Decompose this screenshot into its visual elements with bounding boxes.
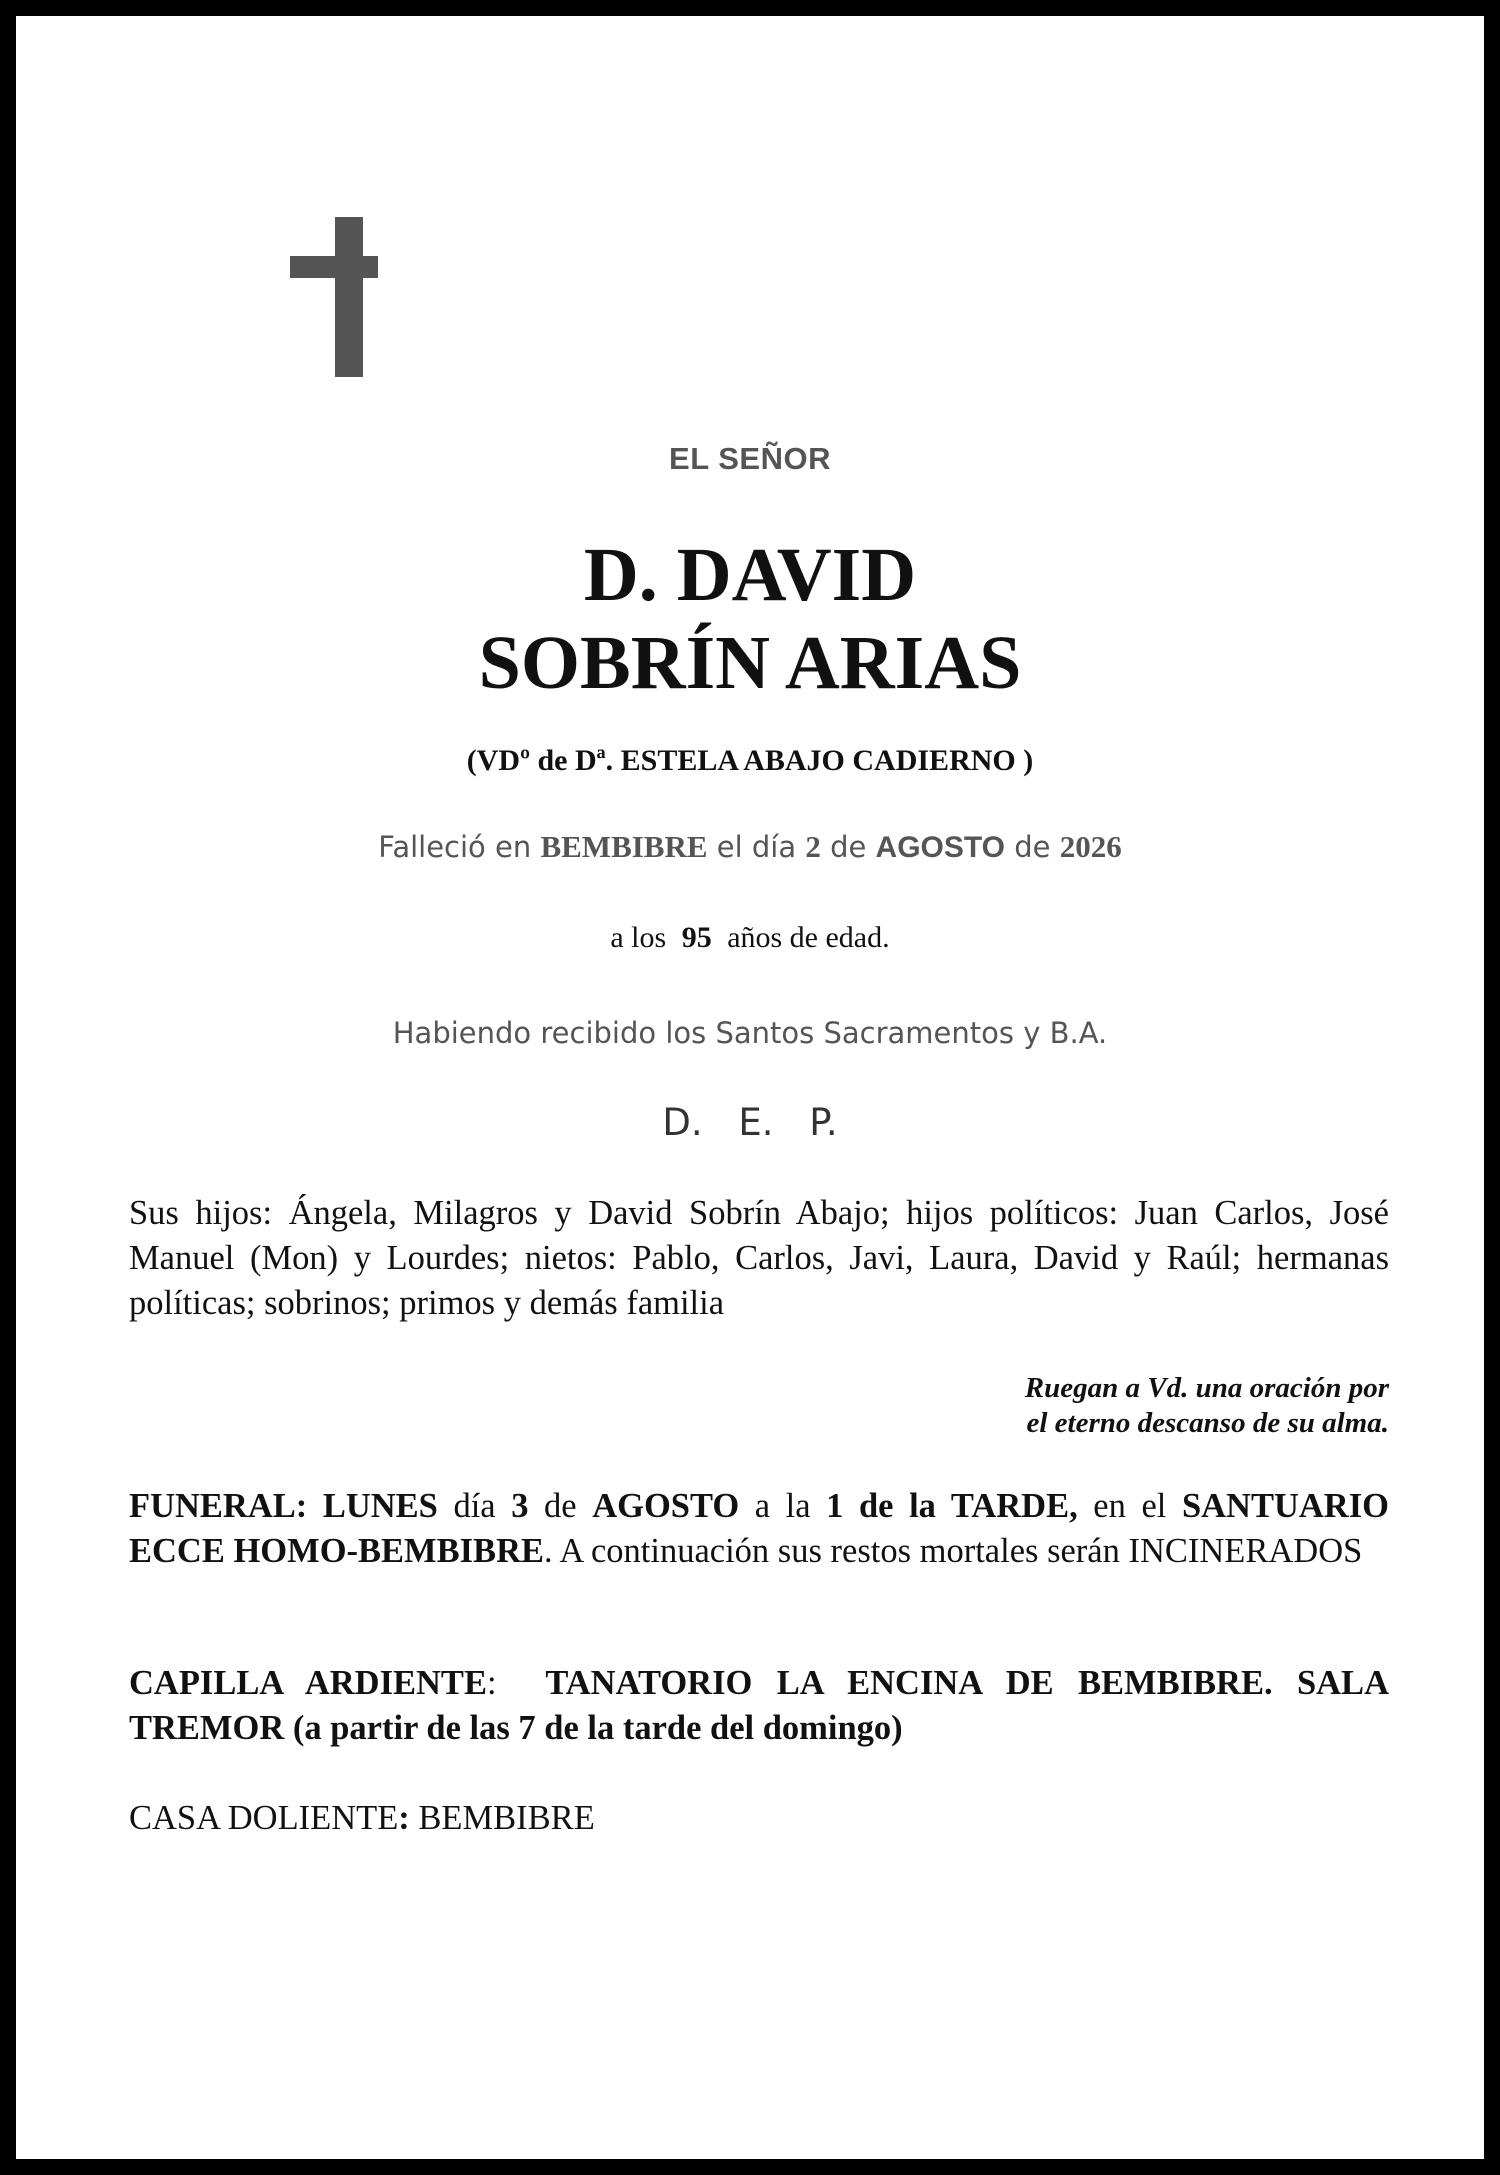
funeral-text-4: en el (1077, 1487, 1182, 1525)
cross-icon (335, 217, 363, 377)
death-de-1: de (830, 830, 867, 864)
family-paragraph: Sus hijos: Ángela, Milagros y David Sobrín Abajo; hijos políticos: Juan Carlos, José Manuel (Mon) y Lourdes; nietos: Pablo, Carlos, Javi, Laura, David y Raúl; hermanas políticas; sobrinos; primos y demás familia (129, 1194, 1389, 1322)
death-de-2: de (1014, 830, 1051, 864)
death-day-label: el día (716, 830, 797, 864)
dep-line: D. E. P. (662, 1101, 838, 1144)
death-month: AGOSTO (875, 831, 1006, 864)
cross-icon-arm (290, 256, 378, 278)
age-prefix: a los (610, 921, 667, 954)
funeral-text-2: de (528, 1487, 593, 1525)
sacraments-line: Habiendo recibido los Santos Sacramentos y B.A. (392, 1016, 1108, 1050)
capilla-paragraph (129, 1661, 1389, 1751)
funeral-text-5: . A continuación sus restos mortales serán INCINERADOS (544, 1532, 1363, 1570)
death-place: BEMBIBRE (540, 829, 708, 864)
capilla-label: CAPILLA ARDIENTE (129, 1664, 487, 1702)
prayer-line-2: el eterno descanso de su alma. (1026, 1407, 1389, 1439)
funeral-label: FUNERAL: LUNES (129, 1487, 438, 1525)
obituary-card (16, 16, 1484, 2159)
funeral-time: 1 de la TARDE, (826, 1487, 1078, 1525)
funeral-text-1: día (437, 1487, 512, 1525)
funeral-month: AGOSTO (592, 1487, 740, 1525)
funeral-text-3: a la (739, 1487, 827, 1525)
age-line (16, 921, 1484, 955)
casa-label: CASA DOLIENTE (129, 1799, 399, 1837)
spouse-line: (VDº de Dª. ESTELA ABAJO CADIERNO ) (466, 744, 1034, 777)
funeral-day: 3 (511, 1487, 529, 1525)
name-line-1: D. DAVID (583, 533, 917, 617)
title: EL SEÑOR (669, 441, 831, 476)
death-line (16, 829, 1484, 865)
casa-sep: : (398, 1799, 410, 1837)
age-suffix: años de edad. (727, 921, 890, 954)
funeral-paragraph (129, 1484, 1389, 1574)
capilla-sep: : (486, 1664, 546, 1702)
age-value: 95 (681, 921, 712, 954)
deceased-name (16, 531, 1484, 707)
prayer-request (716, 1371, 1389, 1441)
capilla-text: TANATORIO LA ENCINA DE BEMBIBRE. SALA TREMOR (a partir de las 7 de la tarde del domingo) (129, 1664, 1389, 1747)
casa-paragraph (129, 1796, 1389, 1841)
death-prefix: Falleció en (378, 830, 532, 864)
name-line-2: SOBRÍN ARIAS (478, 621, 1022, 705)
casa-text: BEMBIBRE (409, 1799, 595, 1837)
funeral-place: SANTUARIO ECCE HOMO-BEMBIBRE (129, 1487, 1389, 1570)
death-year: 2026 (1059, 829, 1122, 864)
prayer-line-1: Ruegan a Vd. una oración por (1024, 1372, 1389, 1404)
death-day: 2 (805, 829, 821, 864)
